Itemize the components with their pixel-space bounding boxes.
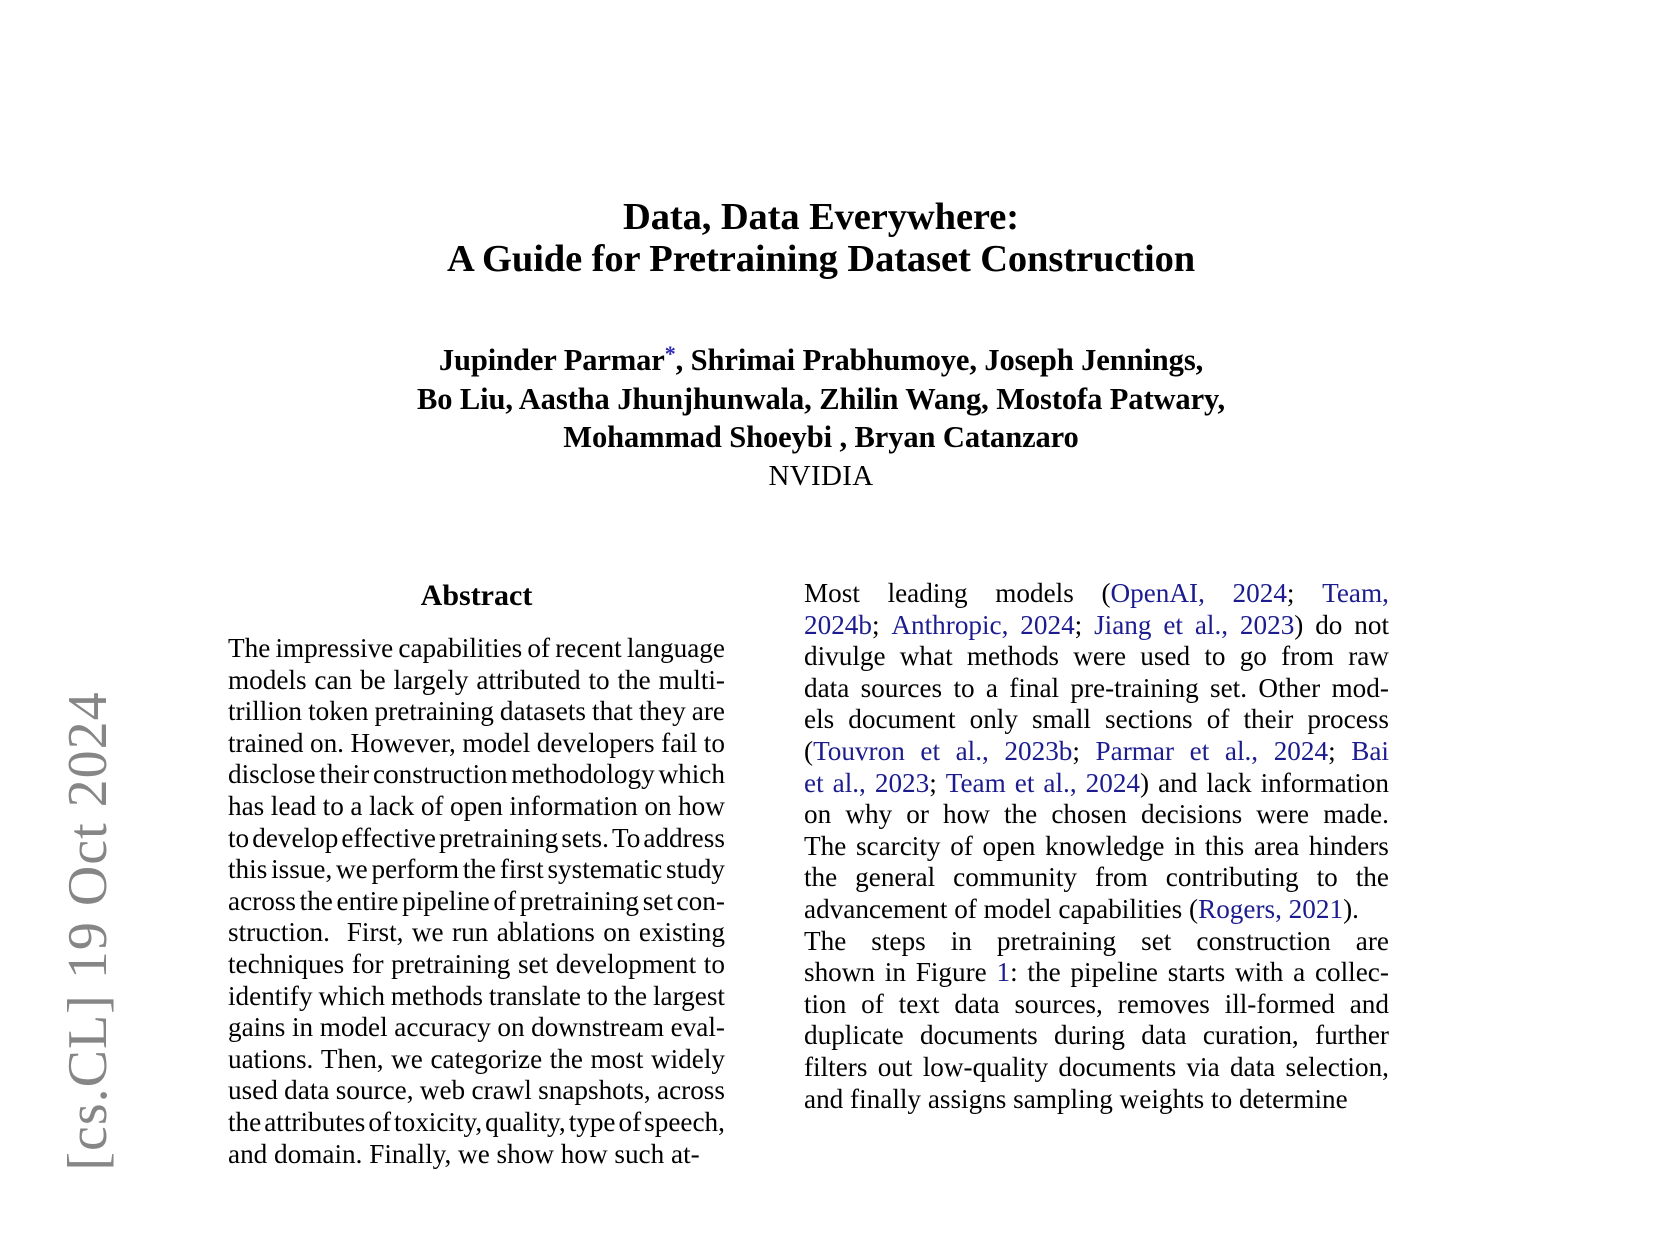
abstract-line: to develop effective pretraining sets. To address xyxy=(228,822,725,853)
citation-link[interactable]: 2024 xyxy=(1020,609,1075,640)
text-line: tion of text data sources, removes ill-formed and xyxy=(804,988,1389,1019)
abstract-column xyxy=(228,578,725,1170)
abstract-line: disclose their construction methodology which xyxy=(228,759,725,790)
abstract-line: trained on. However, model developers fail to xyxy=(228,727,725,758)
text-line: Most leading models (OpenAI, 2024; Team, xyxy=(804,578,1389,608)
text-line: The steps in pretraining set construction are xyxy=(804,925,1389,956)
citation-link[interactable]: 2023 xyxy=(874,767,930,798)
citation-link[interactable]: Jiang xyxy=(1094,609,1152,640)
abstract-heading: Abstract xyxy=(420,579,533,612)
citation-link[interactable]: al., xyxy=(1224,735,1259,766)
page-title xyxy=(228,196,1414,280)
text-line: divulge what methods were used to go from raw xyxy=(804,641,1389,672)
citation-link[interactable]: Team xyxy=(945,767,1006,798)
citation-link[interactable]: al., xyxy=(955,735,989,766)
citation-link[interactable]: 2023 xyxy=(1239,609,1295,640)
text-line: advancement of model capabilities (Rogers, 2021). xyxy=(804,893,1359,924)
citation-link[interactable]: 2024 xyxy=(1085,767,1140,798)
affiliation: NVIDIA xyxy=(768,459,874,492)
author-line-1-rest: , Shrimai Prabhumoye, Joseph Jennings, xyxy=(675,343,1204,377)
citation-link[interactable]: Touvron xyxy=(813,735,905,766)
title-line-2: A Guide for Pretraining Dataset Construction xyxy=(446,238,1196,280)
citation-link[interactable]: et xyxy=(1189,735,1210,766)
arxiv-stamp-text: [cs.CL] 19 Oct 2024 xyxy=(57,690,119,1171)
abstract-line: identify which methods translate to the largest xyxy=(228,980,725,1011)
paragraph xyxy=(804,578,1389,926)
abstract-line: and domain. Finally, we show how such at- xyxy=(228,1138,700,1169)
text-line: data sources to a final pre-training set. Other mod- xyxy=(804,672,1389,703)
citation-link[interactable]: et xyxy=(804,767,824,798)
text-line: (Touvron et al., 2023b; Parmar et al., 2024; Bai xyxy=(804,735,1389,766)
abstract-line: The impressive capabilities of recent language xyxy=(228,633,725,663)
text-line: the general community from contributing to the xyxy=(804,862,1389,893)
text-line: filters out low-quality documents via data selection, xyxy=(804,1051,1389,1082)
citation-link[interactable]: Anthropic, xyxy=(891,609,1009,640)
abstract-body xyxy=(228,633,725,1170)
text-line: on why or how the chosen decisions were made. xyxy=(804,799,1389,830)
author-list xyxy=(228,335,1414,494)
text-line: duplicate documents during data curation, further xyxy=(804,1020,1389,1051)
text-line: 2024b; Anthropic, 2024; Jiang et al., 2023) do not xyxy=(804,609,1389,640)
citation-link[interactable]: al., xyxy=(832,767,866,798)
citation-link[interactable]: 2024 xyxy=(1273,735,1329,766)
citation-link[interactable]: Team, xyxy=(1322,578,1389,608)
citation-link[interactable]: Parmar xyxy=(1095,735,1175,766)
citation-link[interactable]: et xyxy=(1163,609,1183,640)
citation-link[interactable]: 2024 xyxy=(1232,578,1287,608)
citation-link[interactable]: Rogers, 2021 xyxy=(1198,893,1344,924)
author-line-1 xyxy=(228,335,1414,380)
text-line: shown in Figure 1: the pipeline starts with a collec- xyxy=(804,957,1389,988)
citation-link[interactable]: Bai xyxy=(1351,735,1389,766)
introduction-column xyxy=(804,578,1389,1115)
text-line: els document only small sections of their process xyxy=(804,704,1389,735)
citation-link[interactable]: et xyxy=(1014,767,1035,798)
citation-link[interactable]: al., xyxy=(1194,609,1229,640)
abstract-line: uations. Then, we categorize the most widely xyxy=(228,1043,725,1074)
abstract-line: has lead to a lack of open information on how xyxy=(228,790,725,821)
abstract-line: used data source, web crawl snapshots, across xyxy=(228,1075,725,1106)
footnote-asterisk[interactable]: * xyxy=(664,341,676,366)
citation-link[interactable]: 2024b xyxy=(804,609,872,640)
author-jupinder-parmar: Jupinder Parmar xyxy=(438,343,665,377)
arxiv-stamp-rotator xyxy=(38,381,119,1171)
introduction-body xyxy=(804,578,1389,1115)
citation-link[interactable]: al., xyxy=(1043,767,1077,798)
text-line: and finally assigns sampling weights to determine xyxy=(804,1083,1348,1114)
abstract-line: models can be largely attributed to the multi- xyxy=(228,664,725,695)
abstract-line: struction. First, we run ablations on existing xyxy=(228,917,725,948)
abstract-line: the attributes of toxicity, quality, type of speech, xyxy=(228,1106,725,1137)
text-line: et al., 2023; Team et al., 2024) and lack information xyxy=(804,767,1389,798)
text-line: The scarcity of open knowledge in this area hinders xyxy=(804,830,1389,861)
abstract-line: trillion token pretraining datasets that they are xyxy=(228,696,725,727)
author-line-2: Bo Liu, Aastha Jhunjhunwala, Zhilin Wang, Mostofa Patwary, xyxy=(416,381,1226,416)
citation-link[interactable]: 1 xyxy=(996,957,1011,988)
arxiv-stamp xyxy=(0,0,140,1241)
citation-link[interactable]: et xyxy=(920,735,941,766)
citation-link[interactable]: OpenAI, xyxy=(1110,578,1205,608)
abstract-line: this issue, we perform the first systematic study xyxy=(228,854,725,885)
abstract-line: across the entire pipeline of pretraining set con- xyxy=(228,885,725,916)
author-line-3: Mohammad Shoeybi , Bryan Catanzaro xyxy=(563,420,1079,454)
abstract-line: gains in model accuracy on downstream eval- xyxy=(228,1012,725,1043)
abstract-line: techniques for pretraining set development to xyxy=(228,948,725,979)
citation-link[interactable]: 2023b xyxy=(1004,735,1073,766)
paragraph xyxy=(804,926,1389,1116)
title-line-1: Data, Data Everywhere: xyxy=(623,196,1019,238)
